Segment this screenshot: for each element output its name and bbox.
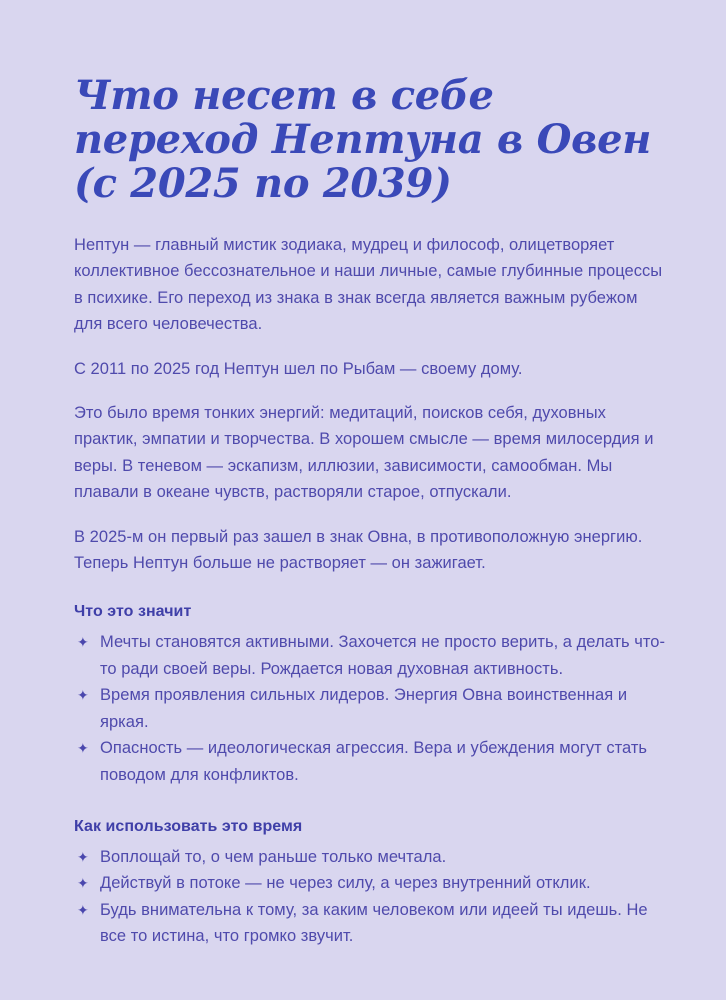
section-heading-howto: Как использовать это время [74,817,303,835]
list-item-text: Действуй в потоке — не через силу, а через внутренний отклик. [100,874,591,893]
title-line-1: Что несет в себе [74,72,494,119]
paragraph-pisces-period: С 2011 по 2025 год Нептун шел по Рыбам — своему дому. [74,359,523,378]
paragraph-aries-shift: В 2025-м он первый раз зашел в знак Овна, в противоположную энергию. Теперь Нептун больше не растворяет — он зажигает. [74,527,643,573]
list-item [77,897,666,950]
list-item-text: Будь внимательна к тому, за каким человеком или идеей ты идешь. Не все то истина, что громко звучит. [100,900,648,946]
list-item-text: Воплощай то, о чем раньше только мечтала. [100,847,447,866]
bullet-list-meaning [74,629,666,787]
list-item [77,844,666,870]
title-line-2: переход Нептуна в Овен [74,116,652,163]
diamond-star-icon: ✦ [77,901,89,918]
content-column [74,0,666,950]
list-item-text: Мечты становятся активными. Захочется не просто верить, а делать что-то ради своей веры. Рождается новая духовная активность. [100,633,666,678]
list-item [77,870,666,896]
list-item-text: Опасность — идеологическая агрессия. Вера и убеждения могут стать поводом для конфликтов. [100,739,648,784]
list-item-text: Время проявления сильных лидеров. Энергия Овна воинственная и яркая. [100,686,628,731]
diamond-star-icon: ✦ [77,740,89,757]
list-item [77,735,666,788]
diamond-star-icon: ✦ [77,687,89,704]
diamond-star-icon: ✦ [77,875,89,892]
section-heading-meaning: Что это значит [74,603,192,621]
bullet-list-howto [74,844,666,950]
page-title [74,0,674,206]
list-item [77,682,666,735]
list-item [77,629,666,682]
diamond-star-icon: ✦ [77,848,89,865]
diamond-star-icon: ✦ [77,634,89,651]
title-line-3: (с 2025 по 2039) [74,160,452,207]
intro-paragraph: Нептун — главный мистик зодиака, мудрец и философ, олицетворяет коллективное бессознательное и наши личные, самые глубинные процессы в психике. Его переход из знака в знак всегда является важным рубежом для всего человечества. [74,236,663,334]
paragraph-pisces-qualities: Это было время тонких энергий: медитаций, поисков себя, духовных практик, эмпатии и творчества. В хорошем смысле — время милосердия и веры. В теневом — эскапизм, иллюзии, зависимости, самообман. Мы плавали в океане чувств, растворяли старое, отпускали. [74,404,654,502]
